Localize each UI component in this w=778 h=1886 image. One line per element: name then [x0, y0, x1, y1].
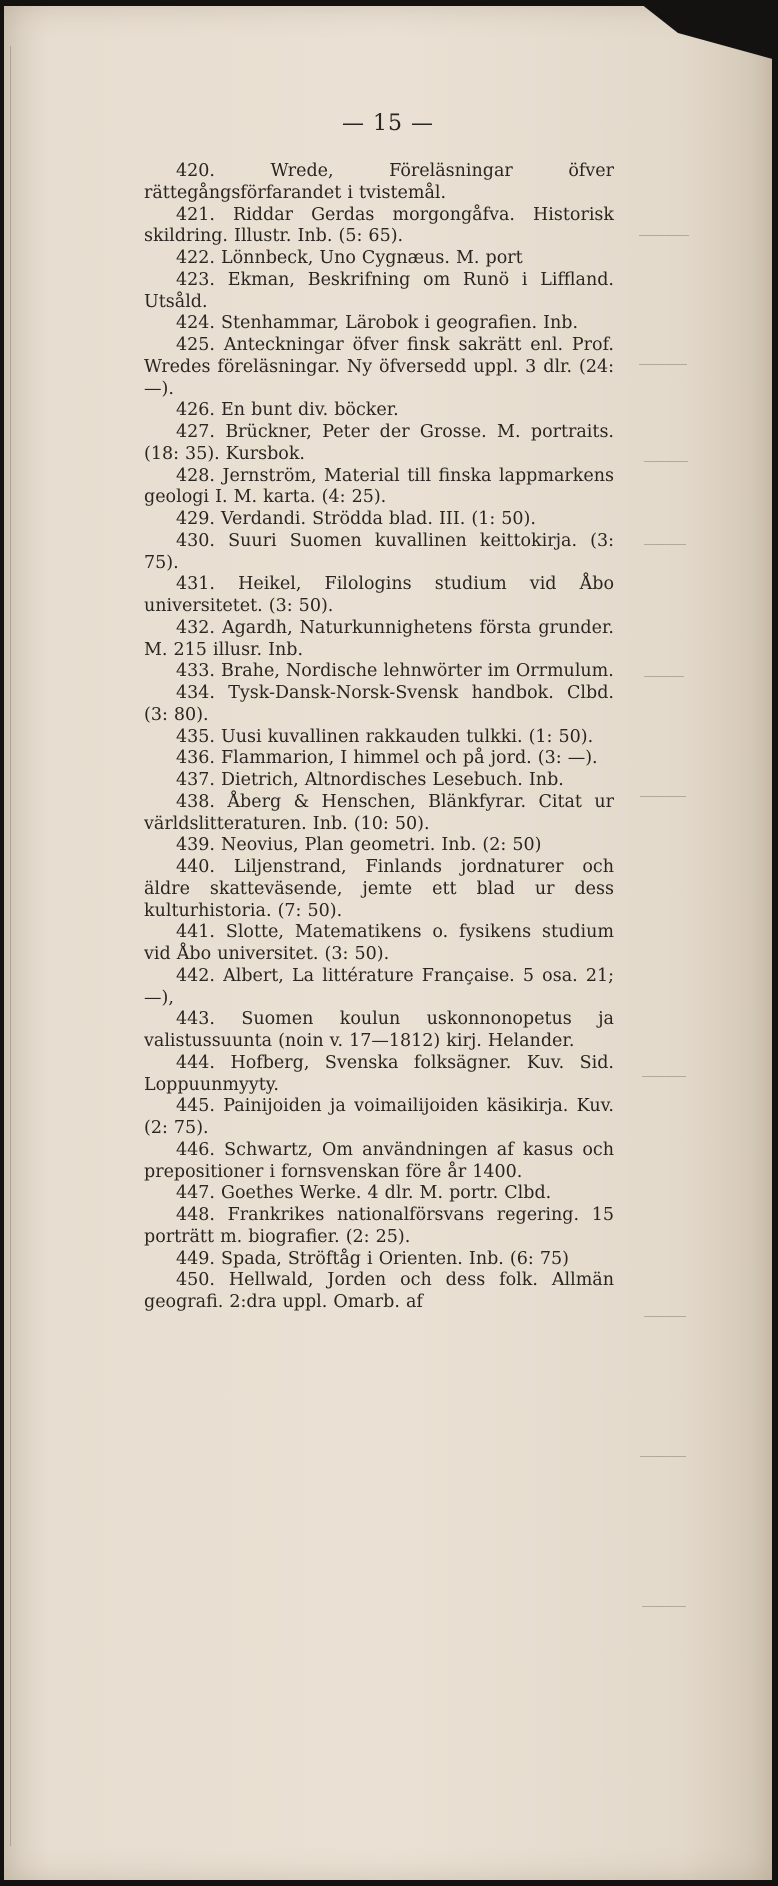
catalog-entry-421: 421. Riddar Gerdas morgongåfva. Historisk skildring. Illustr. Inb. (5: 65).	[144, 204, 614, 247]
catalog-entry-424: 424. Stenhammar, Lärobok i geografien. Inb.	[176, 313, 579, 334]
catalog-entry-437: 437. Dietrich, Altnordisches Lesebuch. Inb.	[176, 770, 564, 790]
margin-mark	[644, 1316, 686, 1317]
catalog-entry-432: 432. Agardh, Naturkunnighetens första grunder. M. 215 illusr. Inb.	[144, 617, 614, 660]
catalog-entry-426: 426. En bunt div. böcker.	[176, 400, 399, 421]
catalog-entry-447: 447. Goethes Werke. 4 dlr. M. portr. Clbd.	[176, 1183, 552, 1204]
catalog-entry-420: 420. Wrede, Föreläsningar öfver rättegångsförfarandet i tvistemål.	[144, 161, 614, 203]
margin-mark	[640, 1456, 686, 1457]
catalog-entry-441: 441. Slotte, Matematikens o. fysikens studium vid Åbo universitet. (3: 50).	[144, 922, 614, 964]
catalog-entry-439: 439. Neovius, Plan geometri. Inb. (2: 50)	[176, 835, 542, 856]
page-number: — 15 —	[342, 111, 434, 136]
margin-mark	[639, 235, 689, 236]
catalog-entry-448: 448. Frankrikes nationalförsvans regering. 15 porträtt m. biografier. (2: 25).	[144, 1205, 614, 1247]
catalog-entry-444: 444. Hofberg, Svenska folksägner. Kuv. Sid. Loppuunmyyty.	[144, 1052, 614, 1095]
margin-mark	[644, 676, 684, 677]
catalog-entry-443: 443. Suomen koulun uskonnonopetus ja valistussuunta (noin v. 17—1812) kirj. Helander.	[144, 1009, 614, 1051]
catalog-entry-450: 450. Hellwald, Jorden och dess folk. Allmän geografi. 2:dra uppl. Omarb. af	[144, 1270, 614, 1312]
margin-mark	[642, 1076, 686, 1077]
catalog-entry-433: 433. Brahe, Nordische lehnwörter im Orrmulum.	[176, 661, 614, 682]
catalog-entry-436: 436. Flammarion, I himmel och på jord. (3: —).	[176, 748, 598, 769]
catalog-entry-446: 446. Schwartz, Om användningen af kasus och prepositioner i fornsvenskan före år 1400.	[144, 1139, 614, 1182]
margin-mark	[640, 796, 686, 797]
margin-mark	[644, 544, 686, 545]
catalog-entry-434: 434. Tysk-Dansk-Norsk-Svensk handbok. Clbd. (3: 80).	[144, 683, 614, 725]
catalog-entry-427: 427. Brückner, Peter der Grosse. M. portraits. (18: 35). Kursbok.	[144, 422, 614, 464]
catalog-entry-442: 442. Albert, La littérature Française. 5 osa. 21; —),	[144, 965, 614, 1008]
catalog-entry-425: 425. Anteckningar öfver finsk sakrätt enl. Prof. Wredes föreläsningar. Ny öfversedd uppl. 3 dlr. (24: —).	[144, 335, 614, 399]
catalog-entries	[144, 161, 614, 1314]
catalog-entry-445: 445. Painijoiden ja voimailijoiden käsikirja. Kuv. (2: 75).	[144, 1096, 614, 1138]
torn-corner	[636, 0, 776, 60]
catalog-entry-449: 449. Spada, Ströftåg i Orienten. Inb. (6: 75)	[176, 1248, 569, 1269]
catalog-entry-429: 429. Verdandi. Strödda blad. III. (1: 50).	[176, 509, 536, 529]
margin-mark	[639, 364, 687, 365]
catalog-entry-428: 428. Jernström, Material till finska lappmarkens geologi I. M. karta. (4: 25).	[144, 465, 614, 508]
catalog-entry-435: 435. Uusi kuvallinen rakkauden tulkki. (1: 50).	[176, 726, 594, 747]
book-page	[4, 6, 772, 1880]
catalog-entry-430: 430. Suuri Suomen kuvallinen keittokirja. (3: 75).	[144, 530, 614, 573]
left-margin-rule	[10, 46, 11, 1846]
catalog-entry-431: 431. Heikel, Filologins studium vid Åbo universitetet. (3: 50).	[144, 574, 614, 616]
margin-mark	[642, 1606, 686, 1607]
margin-mark	[644, 461, 688, 462]
catalog-entry-438: 438. Åberg & Henschen, Blänkfyrar. Citat ur världslitteraturen. Inb. (10: 50).	[144, 791, 614, 834]
catalog-entry-423: 423. Ekman, Beskrifning om Runö i Liffland. Utsåld.	[144, 269, 614, 312]
catalog-entry-422: 422. Lönnbeck, Uno Cygnæus. M. port	[176, 248, 523, 268]
catalog-entry-440: 440. Liljenstrand, Finlands jordnaturer och äldre skatteväsende, jemte ett blad ur dess kulturhistoria. (7: 50).	[144, 857, 614, 921]
